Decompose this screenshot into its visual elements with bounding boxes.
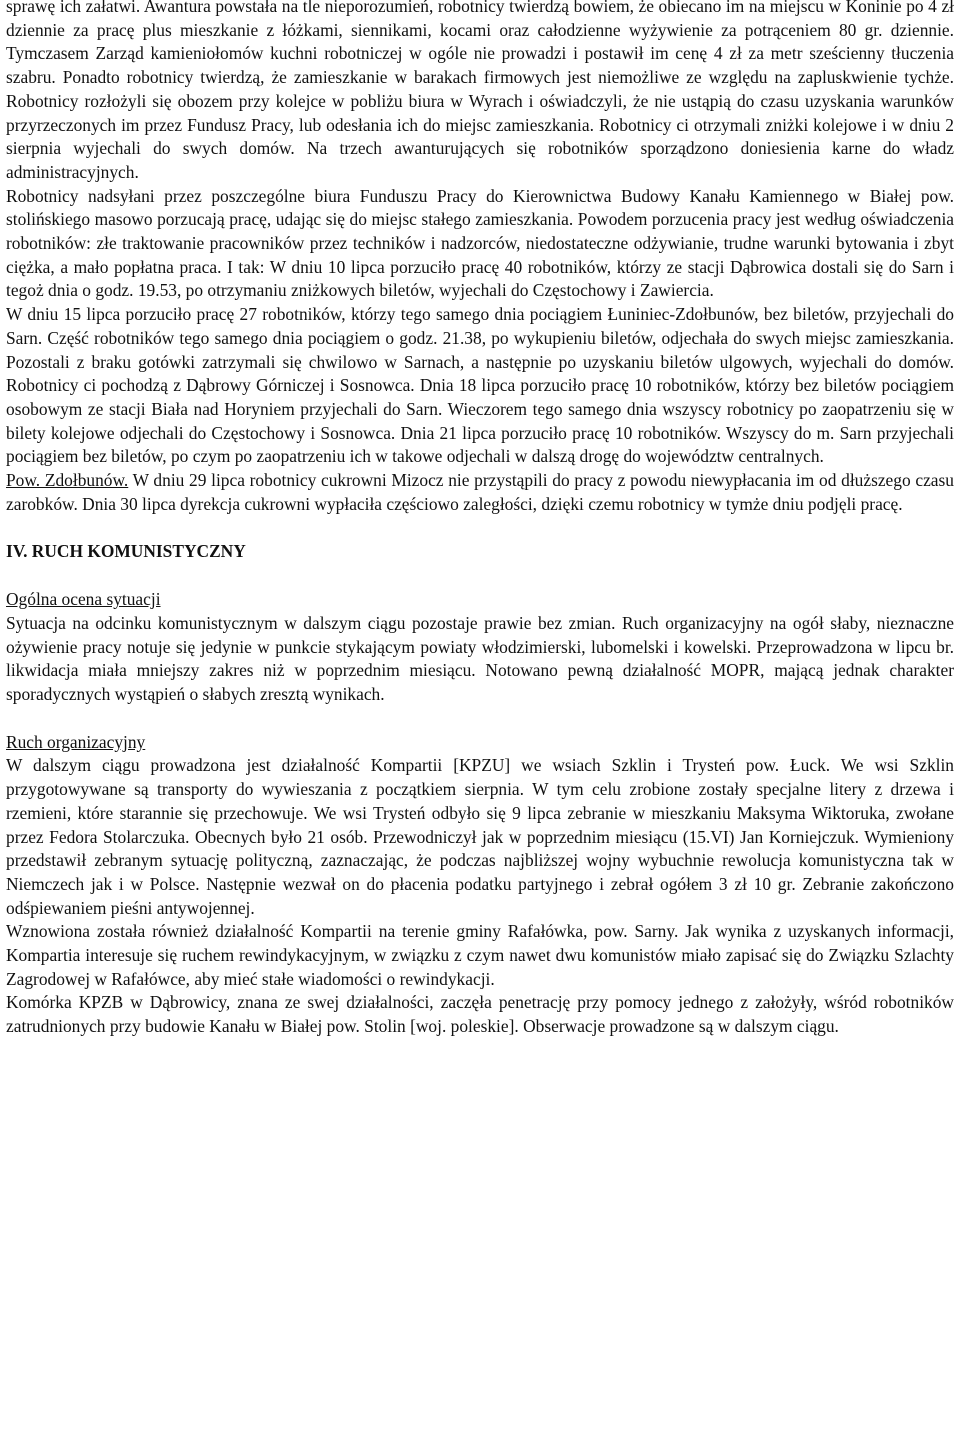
paragraph-szklin-trysten: W dalszym ciągu prowadzona jest działalność Kompartii [KPZU] we wsiach Szklin i Trysteń pow. Łuck. We wsi Szklin przygotowywane są transporty do wywieszania z początkiem sierpnia. W tym celu zrobione zostały specjalne litery z drzewa i rzemieni, które starannie się przechowuje. We wsi Trysteń odbyło się 9 lipca zebranie w mieszkaniu Maksyma Wiktoruka, zwołane przez Fedora Stolarczuka. Obecnych było 21 osób. Przewodniczył jak w poprzednim miesiącu (15.VI) Jan Korniejczuk. Wymieniony przedstawił zebranym sytuację polityczną, zaznaczając, że podczas najbliższej wojny wybuchnie rewolucja komunistyczna tak w Niemczech jak i w Polsce. Następnie wezwał on do płacenia podatku partyjnego i zebrał ogółem 3 zł 10 gr. Zebranie zakończono odśpiewaniem pieśni antywojennej. — [6, 755, 954, 918]
paragraph-canal-workers: Robotnicy nadsyłani przez poszczególne biura Funduszu Pracy do Kierownictwa Budowy Kanału Kamiennego w Białej pow. stolińskiego masowo porzucają pracę, udając się do miejsc stałego zamieszkania. Powodem porzucenia pracy jest według oświadczenia robotników: złe traktowanie pracowników przez techników i nadzorców, niedostateczne odżywianie, trudne warunki bytowania i zbyt ciężka, a mało popłatna praca. I tak: W dniu 10 lipca porzuciło pracę 40 robotników, którzy ze stacji Dąbrowica dostali się do Sarn i tegoż dnia o godz. 19.53, po otrzymaniu zniżkowych biletów, wyjechali do Częstochowy i Zawiercia. — [6, 185, 954, 301]
paragraph-strike-konin: sprawę ich załatwi. Awantura powstała na tle nieporozumień, robotnicy twierdzą bowiem, że obiecano im na miejscu w Koninie po 4 zł dziennie za pracę plus mieszkanie z łóżkami, siennikami, kocami oraz całodzienne wyżywienie za potrąceniem 80 gr. dziennie. Tymczasem Zarząd kamieniołomów kuchni robotniczej w ogóle nie prowadzi i postawił im cenę 4 zł za metr sześcienny tłuczenia szabru. Ponadto robotnicy twierdzą, że zamieszkanie w barakach firmowych jest niemożliwe ze względu na zapluskwienie tychże. Robotnicy rozłożyli się obozem przy kolejce w pobliżu biura w Wyrach i oświadczyli, że nie ustąpią do czasu uzyskania warunków przyrzeczonych im przez Fundusz Pracy, lub odesłania ich do miejsc zamieszkania. Robotnicy ci otrzymali zniżki kolejowe i w dniu 2 sierpnia wyjechali do swych domów. Na trzech awanturujących się robotników sporządzono doniesienia karne do władz administracyjnych. — [6, 0, 954, 182]
county-label-zdolbunow: Pow. Zdołbunów. — [6, 470, 129, 491]
paragraph-july-15: W dniu 15 lipca porzuciło pracę 27 robotników, którzy tego samego dnia pociągiem Łuniniec-Zdołbunów, bez biletów, przyjechali do Sarn. Część robotników tego samego dnia pociągiem o godz. 21.38, po wykupieniu biletów, odjechała do swych miejsc zamieszkania. Pozostali z braku gotówki zatrzymali się chwilowo w Sarnach, a następnie po uzyskaniu biletów ulgowych, wyjechali do domów. Robotnicy ci pochodzą z Dąbrowy Górniczej i Sosnowca. Dnia 18 lipca porzuciło pracę 10 robotników, którzy bez biletów pociągiem osobowym ze stacji Biała nad Horyniem przyjechali do Sarn. Wieczorem tego samego dnia wszyscy robotnicy po zaopatrzeniu się w bilety kolejowe odjechali do Częstochowy i Sosnowca. Dnia 21 lipca porzuciło pracę 10 robotników. Wszyscy do m. Sarn przyjechali pociągiem bez biletów, po czym po zaopatrzeniu ich w takowe odjechali w dalszą drogę do województw centralnych. — [6, 304, 954, 467]
paragraph-zdolbunow-text: W dniu 29 lipca robotnicy cukrowni Mizocz nie przystąpili do pracy z powodu niewypłacania im od dłuższego czasu zarobków. Dnia 30 lipca dyrekcja cukrowni wypłaciła częściowo zaległości, dzięki czemu robotnicy w tymże dniu podjęli pracę. — [6, 470, 954, 514]
subheading-general-assessment: Ogólna ocena sytuacji — [6, 589, 161, 610]
paragraph-rafalowka: Wznowiona została również działalność Kompartii na terenie gminy Rafałówka, pow. Sarny. Jak wynika z uzyskanych informacji, Kompartia interesuje się ruchem rewindykacyjnym, w związku z czym nawet dwu komunistów miało zapisać się do Związku Szlachty Zagrodowej w Rafałówce, aby mieć stałe wiadomości o rewindykacji. — [6, 921, 954, 989]
paragraph-dabrowica-line1: Komórka KPZB w Dąbrowicy, znana ze swej działalności, zaczęła penetrację przy pomocy jednego z założyły, — [6, 992, 818, 1013]
paragraph-general-assessment: Sytuacja na odcinku komunistycznym w dalszym ciągu pozostaje prawie bez zmian. Ruch organizacyjny na ogół słaby, nieznaczne ożywienie pracy notuje się jedynie w punkcie stykającym powiaty włodzimierski, lubomelski i kowelski. Przeprowadzona w lipcu br. likwidacja miała mniejszy zakres niż w poprzednim miesiącu. Notowano pewną działalność MOPR, mającą jednak charakter sporadycznych wystąpień o słabych zresztą wynikach. — [6, 612, 954, 704]
paragraph-zdolbunow — [6, 469, 954, 516]
subheading-organizational-movement: Ruch organizacyjny — [6, 731, 146, 752]
paragraph-dabrowica — [6, 991, 954, 1038]
section-heading: IV. RUCH KOMUNISTYCZNY — [6, 541, 246, 562]
paragraph-dabrowica-line2: wśród robotników zatrudnionych przy budowie Kanału w Białej pow. Stolin [woj. poleskie]. Obserwacje prowadzone są w dalszym ciągu. — [6, 992, 954, 1037]
